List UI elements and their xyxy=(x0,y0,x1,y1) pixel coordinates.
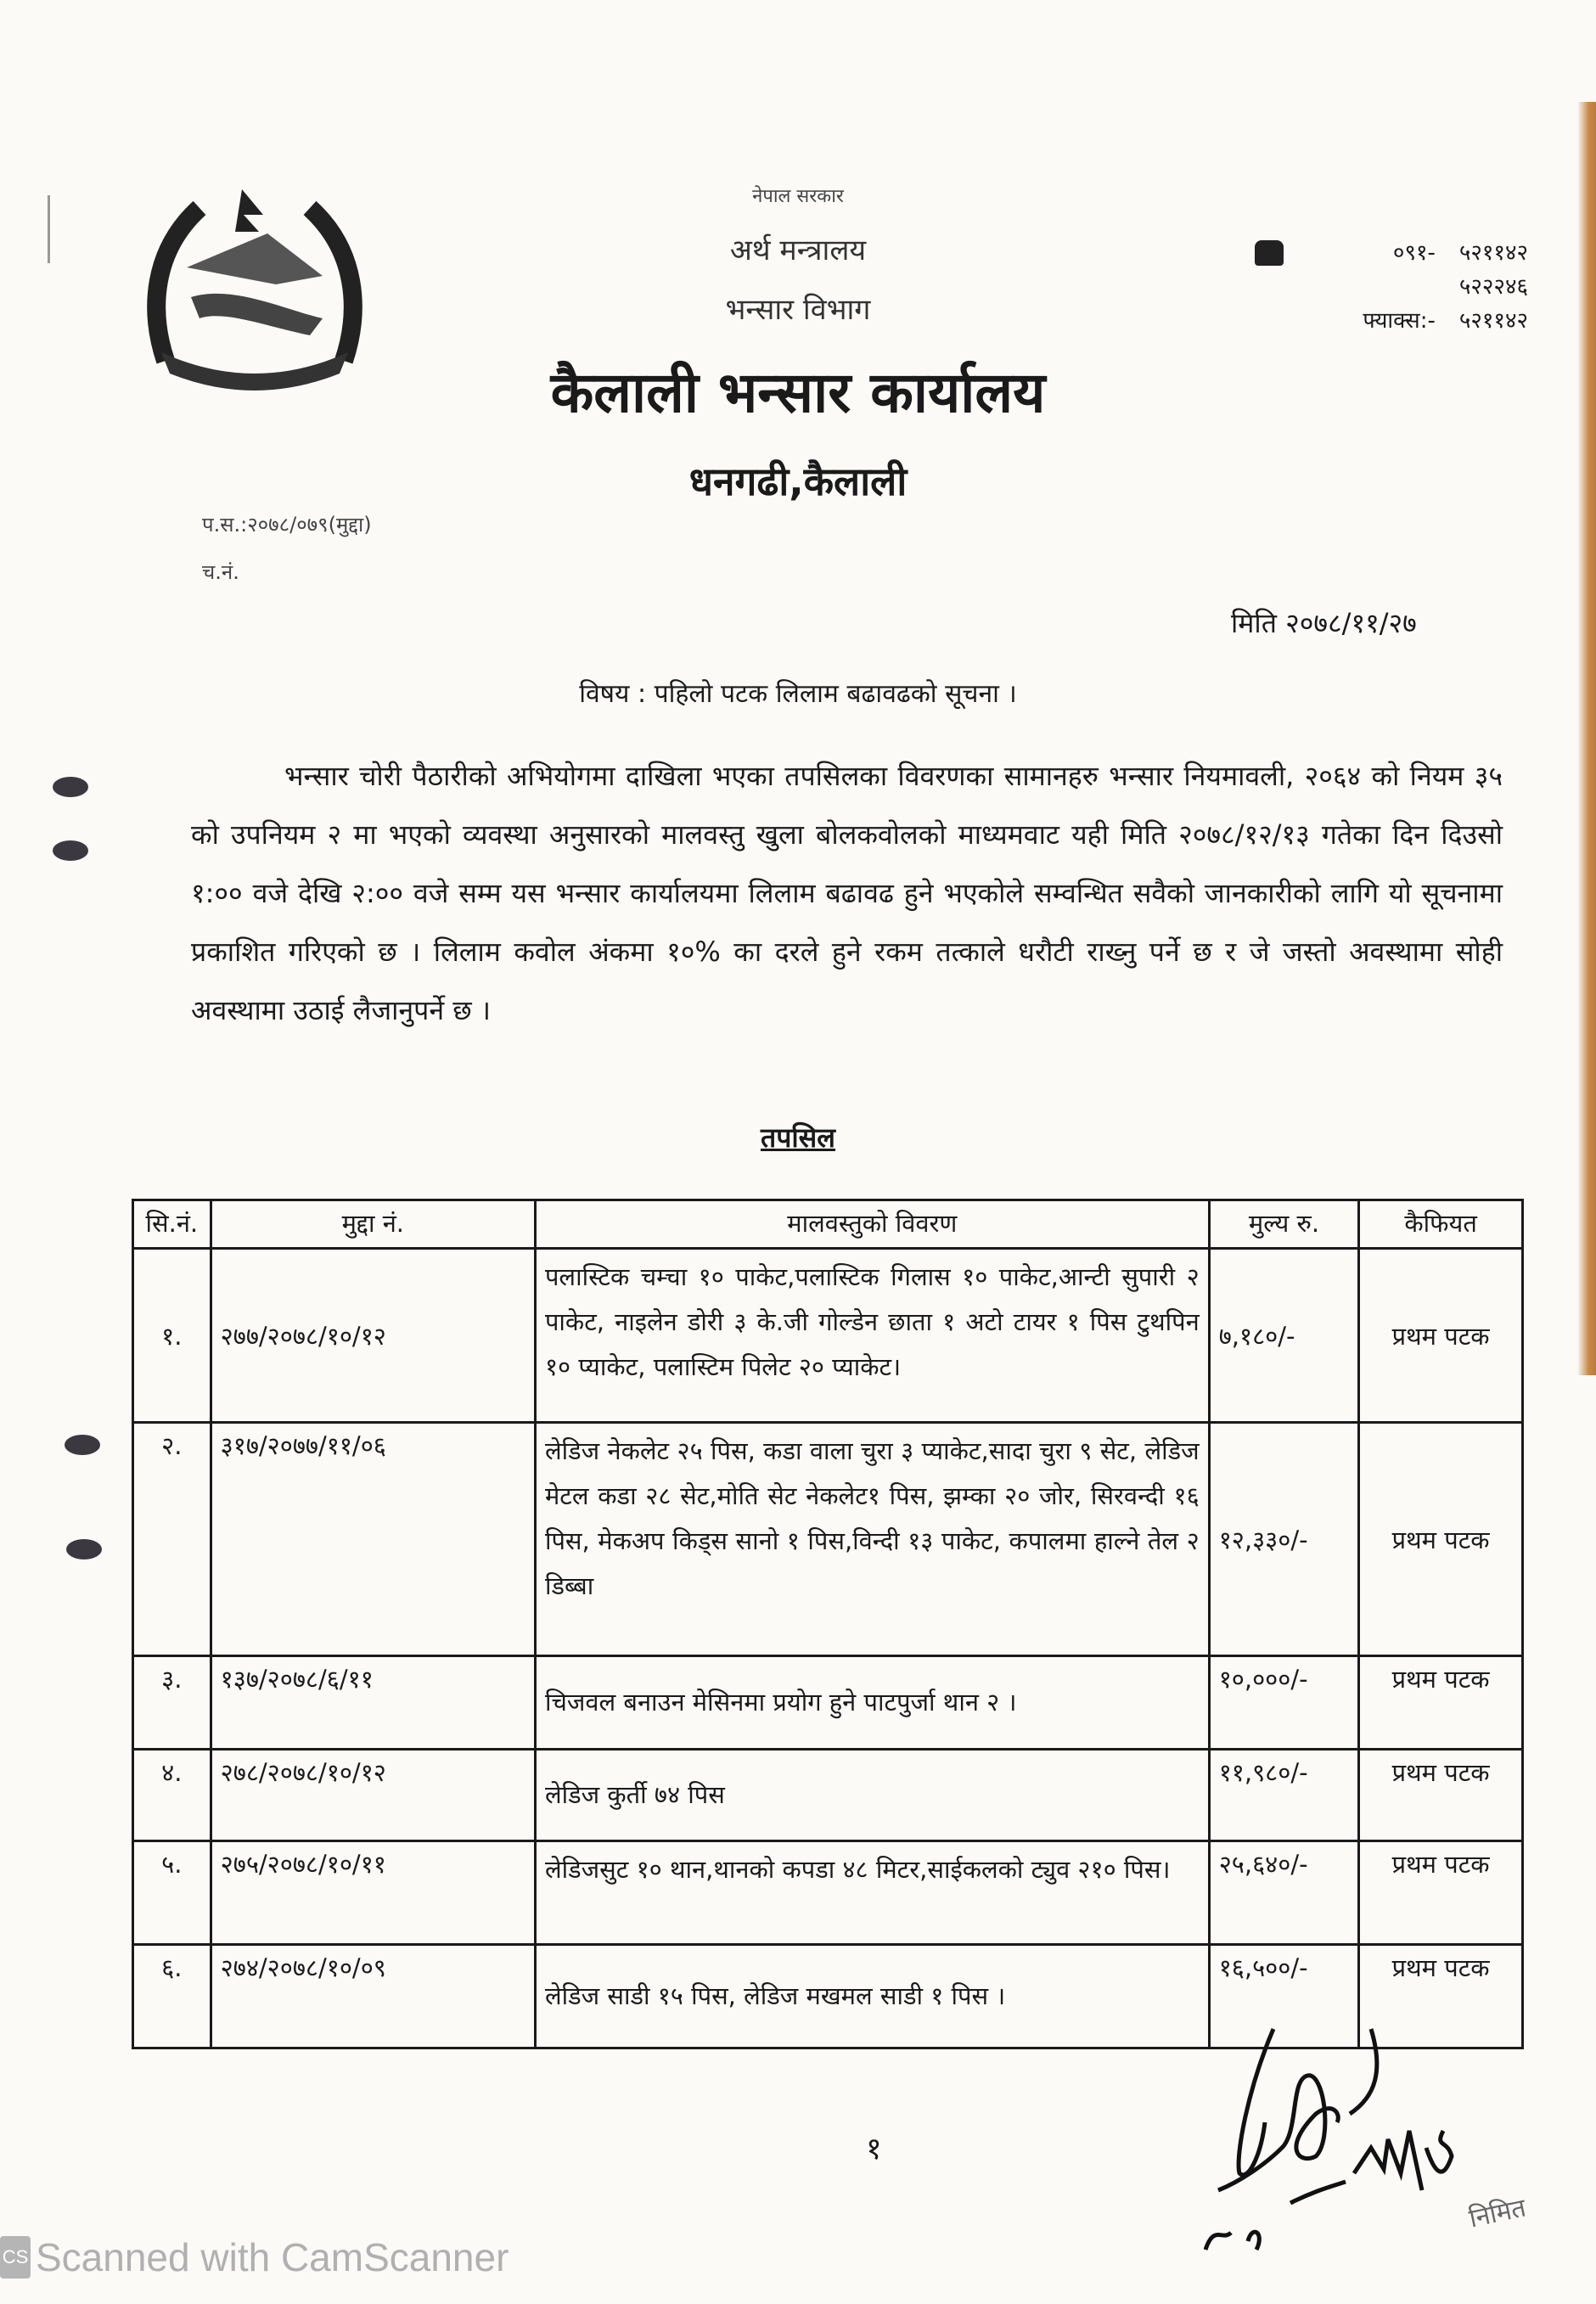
ministry-name: अर्थ मन्त्रालय xyxy=(729,233,867,267)
hole-punch-mark xyxy=(65,1435,100,1455)
cell-remarks: प्रथम पटक xyxy=(1359,1656,1523,1750)
cell-value: २५,६४०/- xyxy=(1209,1841,1359,1945)
cell-description: लेडिज कुर्ती ७४ पिस xyxy=(535,1750,1209,1841)
fax-label: फ्याक्स:- xyxy=(1363,308,1436,334)
phone-number-2: ५२२२४६ xyxy=(1458,274,1528,300)
table-header-row xyxy=(133,1200,1523,1249)
cell-remarks: प्रथम पटक xyxy=(1359,1249,1523,1423)
cell-description: लेडिजसुट १० थान,थानको कपडा ४८ मिटर,साईकलको ट्युव २१० पिस। xyxy=(535,1841,1209,1945)
department-name: भन्सार विभाग xyxy=(725,293,871,327)
cell-serial: २. xyxy=(133,1423,211,1656)
letter-date: मिति २०७८/११/२७ xyxy=(1231,607,1417,639)
page-number: १ xyxy=(866,2132,882,2166)
dispatch-number: च.नं. xyxy=(202,560,239,584)
stamp-mark: निमित xyxy=(1466,2193,1529,2234)
cell-case-no: ३१७/२०७७/११/०६ xyxy=(211,1423,535,1656)
cell-description: लेडिज साडी १५ पिस, लेडिज मखमल साडी १ पिस । xyxy=(535,1945,1209,2048)
cell-serial: ४. xyxy=(133,1750,211,1841)
cell-case-no: २७४/२०७८/१०/०९ xyxy=(211,1945,535,2048)
fax-number: ५२११४२ xyxy=(1458,308,1528,334)
table-row xyxy=(133,1656,1523,1750)
office-address: धनगढी,कैलाली xyxy=(688,458,908,504)
schedule-title: तपसिल xyxy=(760,1121,836,1154)
header-value: मुल्य रु. xyxy=(1209,1200,1359,1249)
letter-subject: विषय : पहिलो पटक लिलाम बढावढको सूचना । xyxy=(579,679,1017,709)
body-paragraph: भन्सार चोरी पैठारीको अभियोगमा दाखिला भएका तपसिलका विवरणका सामानहरु भन्सार नियमावली, २०६४ को नियम ३५ को उपनियम २ मा भएको व्यवस्था अनुसारको मालवस्तु खुला बोलकवोलको माध्यमवाट यही मिति २०७८/१२/१३ गतेका दिन दिउसो १:०० वजे देखि २:०० वजे सम्म यस भन्सार कार्यालयमा लिलाम बढावढ हुने भएकोले सम्वन्धित सवैको जानकारीको लागि यो सूचनामा प्रकाशित गरिएको छ । लिलाम कवोल अंकमा १०% का दरले हुने रकम तत्काले धरौटी राख्नु पर्ने छ र जे जस्तो अवस्थामा सोही अवस्थामा उठाई लैजानुपर्ने छ । xyxy=(191,760,1503,1026)
header-remarks: कैफियत xyxy=(1359,1200,1523,1249)
cell-description: चिजवल बनाउन मेसिनमा प्रयोग हुने पाटपुर्जा थान २ । xyxy=(535,1656,1209,1750)
cell-serial: ५. xyxy=(133,1841,211,1945)
table-row xyxy=(133,1423,1523,1656)
cell-value: १०,०००/- xyxy=(1209,1656,1359,1750)
header-serial: सि.नं. xyxy=(133,1200,211,1249)
cell-value: १६,५००/- xyxy=(1209,1945,1359,2048)
cell-case-no: २७७/२०७८/१०/१२ xyxy=(211,1249,535,1423)
hole-punch-mark xyxy=(66,1539,102,1559)
camscanner-text: Scanned with CamScanner xyxy=(36,2235,509,2279)
header-case-no: मुद्दा नं. xyxy=(211,1200,535,1249)
letter-number: प.स.:२०७८/०७९(मुद्दा) xyxy=(202,513,372,537)
hole-punch-mark xyxy=(53,777,88,797)
reference-block xyxy=(202,501,372,596)
cell-serial: १. xyxy=(133,1249,211,1423)
table-row xyxy=(133,1841,1523,1945)
camscanner-watermark xyxy=(0,2234,509,2280)
cell-remarks: प्रथम पटक xyxy=(1359,1945,1523,2048)
cell-remarks: प्रथम पटक xyxy=(1359,1423,1523,1656)
table-row xyxy=(133,1249,1523,1423)
cell-description: लेडिज नेकलेट २५ पिस, कडा वाला चुरा ३ प्याकेट,सादा चुरा ९ सेट, लेडिज मेटल कडा २८ सेट,मोति सेट नेकलेट१ पिस, झम्का २० जोर, सिरवन्दी १६ पिस, मेकअप किड्स सानो १ पिस,विन्दी १३ पाकेट, कपालमा हाल्ने तेल २ डिब्बा xyxy=(535,1423,1209,1656)
cell-value: ११,९८०/- xyxy=(1209,1750,1359,1841)
hole-punch-mark xyxy=(53,840,88,861)
government-name: नेपाल सरकार xyxy=(752,186,844,207)
auction-items-table xyxy=(132,1199,1524,2049)
cell-case-no: १३७/२०७८/६/११ xyxy=(211,1656,535,1750)
cell-remarks: प्रथम पटक xyxy=(1359,1750,1523,1841)
cell-case-no: २७५/२०७८/१०/११ xyxy=(211,1841,535,1945)
cell-remarks: प्रथम पटक xyxy=(1359,1841,1523,1945)
table-row xyxy=(133,1750,1523,1841)
cell-serial: ३. xyxy=(133,1656,211,1750)
header-description: मालवस्तुको विवरण xyxy=(535,1200,1209,1249)
handwritten-signature xyxy=(1189,2020,1511,2267)
camscanner-logo-icon: CS xyxy=(0,2236,31,2279)
phone-code: ०९१- xyxy=(1392,240,1436,266)
cell-description: पलास्टिक चम्चा १० पाकेट,पलास्टिक गिलास १० पाकेट,आन्टी सुपारी २ पाकेट, नाइलेन डोरी ३ के.जी गोल्डेन छाता १ अटो टायर १ पिस टुथपिन १० प्याकेट, पलास्टिम पिलेट २० प्याकेट। xyxy=(535,1249,1209,1423)
cell-value: १२,३३०/- xyxy=(1209,1423,1359,1656)
office-name: कैलाली भन्सार कार्यालय xyxy=(550,360,1046,425)
cell-value: ७,१८०/- xyxy=(1209,1249,1359,1423)
cell-serial: ६. xyxy=(133,1945,211,2048)
phone-number-1: ५२११४२ xyxy=(1458,240,1528,266)
cell-case-no: २७८/२०७८/१०/१२ xyxy=(211,1750,535,1841)
contact-block xyxy=(1256,236,1528,338)
